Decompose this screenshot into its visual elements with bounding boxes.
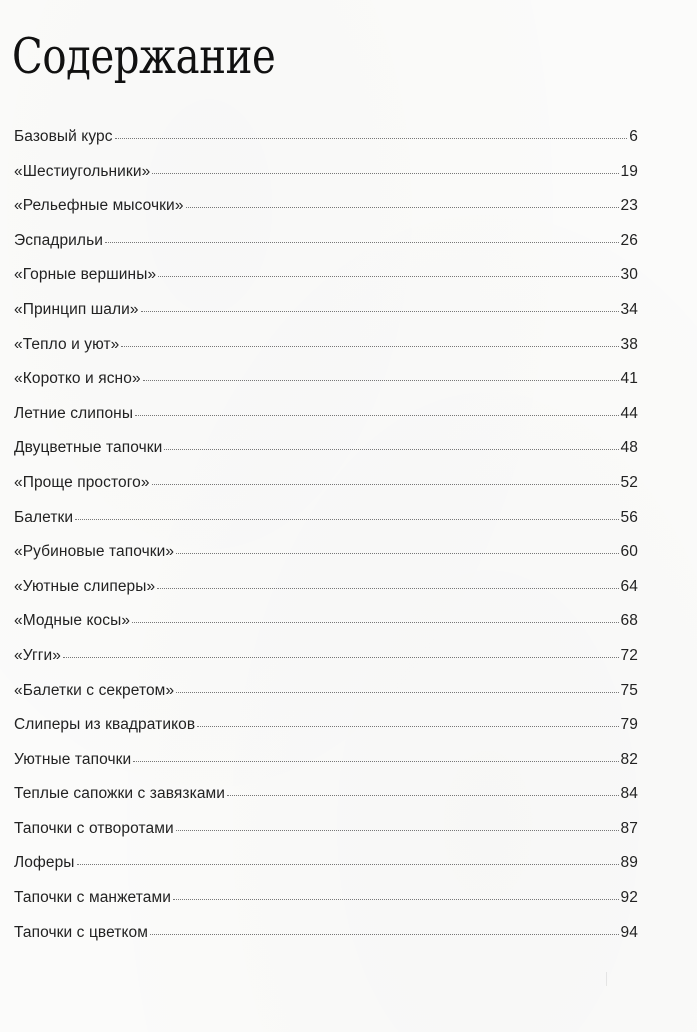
dot-leader (164, 449, 618, 450)
toc-entry-page-number: 84 (620, 785, 638, 803)
toc-entry-page-number: 19 (620, 162, 638, 180)
toc-entry-title: «Горные вершины» (14, 266, 157, 284)
toc-entry[interactable] (14, 439, 638, 474)
toc-entry-page-number: 44 (620, 404, 638, 422)
toc-entry[interactable] (14, 405, 638, 440)
dot-leader (133, 761, 618, 762)
toc-entry-title: Слиперы из квадратиков (14, 716, 196, 734)
toc-entry-page-number: 72 (620, 646, 638, 664)
toc-entry[interactable] (14, 543, 638, 578)
toc-entry-title: «Коротко и ясно» (14, 370, 141, 388)
toc-entry[interactable] (14, 716, 638, 751)
toc-entry-page-number: 82 (620, 750, 638, 768)
toc-entry[interactable] (14, 232, 638, 267)
toc-entry-title: Летние слипоны (14, 404, 134, 422)
toc-entry-title: Теплые сапожки с завязками (14, 785, 226, 803)
dot-leader (186, 207, 619, 208)
toc-entry-page-number: 94 (620, 923, 638, 941)
toc-entry-title: «Уютные слиперы» (14, 577, 156, 595)
toc-entry-page-number: 79 (620, 716, 638, 734)
dot-leader (176, 830, 619, 831)
toc-entry-page-number: 34 (620, 300, 638, 318)
toc-entry-title: «Принцип шали» (14, 300, 139, 318)
toc-entry[interactable] (14, 301, 638, 336)
table-of-contents (14, 128, 638, 958)
toc-entry-title: «Балетки с секретом» (14, 681, 175, 699)
dot-leader (121, 346, 618, 347)
toc-entry-page-number: 75 (620, 681, 638, 699)
toc-entry-title: Тапочки с отворотами (14, 819, 174, 837)
toc-entry-title: Двуцветные тапочки (14, 439, 163, 457)
toc-entry[interactable] (14, 370, 638, 405)
toc-entry[interactable] (14, 889, 638, 924)
dot-leader (152, 173, 618, 174)
toc-entry[interactable] (14, 820, 638, 855)
toc-entry[interactable] (14, 266, 638, 301)
toc-entry-page-number: 38 (620, 335, 638, 353)
dot-leader (227, 795, 618, 796)
toc-entry-title: «Тепло и уют» (14, 335, 120, 353)
toc-entry-title: «Рубиновые тапочки» (14, 543, 175, 561)
toc-entry-title: Эспадрильи (14, 231, 104, 249)
toc-entry-page-number: 52 (620, 473, 638, 491)
toc-entry[interactable] (14, 336, 638, 371)
toc-entry-title: «Рельефные мысочки» (14, 197, 184, 215)
toc-entry-title: Базовый курс (14, 128, 113, 145)
paper-speck (606, 972, 607, 986)
dot-leader (176, 553, 618, 554)
toc-entry-page-number: 92 (620, 889, 638, 907)
toc-entry-page-number: 41 (620, 370, 638, 388)
dot-leader (143, 380, 619, 381)
toc-entry-page-number: 26 (620, 231, 638, 249)
toc-entry-page-number: 48 (620, 439, 638, 457)
toc-entry-title: «Проще простого» (14, 473, 150, 491)
dot-leader (132, 622, 619, 623)
toc-entry-page-number: 87 (620, 819, 638, 837)
dot-leader (115, 138, 628, 139)
dot-leader (141, 311, 619, 312)
toc-entry[interactable] (14, 612, 638, 647)
dot-leader (150, 934, 619, 935)
dot-leader (173, 899, 619, 900)
toc-entry[interactable] (14, 197, 638, 232)
dot-leader (135, 415, 618, 416)
toc-entry-page-number: 60 (620, 543, 638, 561)
page-title: Содержание (12, 28, 276, 85)
toc-entry-title: Лоферы (14, 854, 75, 872)
toc-entry-page-number: 23 (620, 197, 638, 215)
toc-entry-title: «Модные косы» (14, 612, 131, 630)
toc-entry-title: Тапочки с цветком (14, 923, 149, 941)
toc-entry[interactable] (14, 509, 638, 544)
toc-entry-title: «Шестиугольники» (14, 162, 151, 180)
toc-entry[interactable] (14, 751, 638, 786)
toc-entry[interactable] (14, 854, 638, 889)
dot-leader (75, 519, 618, 520)
toc-entry-title: Тапочки с манжетами (14, 889, 172, 907)
toc-entry-page-number: 89 (620, 854, 638, 872)
toc-entry-title: Уютные тапочки (14, 750, 132, 768)
toc-entry[interactable] (14, 682, 638, 717)
dot-leader (176, 692, 618, 693)
dot-leader (105, 242, 619, 243)
toc-entry[interactable] (14, 924, 638, 959)
toc-entry[interactable] (14, 647, 638, 682)
dot-leader (77, 864, 619, 865)
toc-entry[interactable] (14, 785, 638, 820)
dot-leader (152, 484, 619, 485)
dot-leader (63, 657, 619, 658)
toc-entry-page-number: 64 (620, 577, 638, 595)
dot-leader (157, 588, 618, 589)
toc-entry-page-number: 56 (620, 508, 638, 526)
toc-entry[interactable] (14, 163, 638, 198)
toc-entry-title: Балетки (14, 508, 74, 526)
toc-entry-page-number: 30 (620, 266, 638, 284)
toc-entry[interactable] (14, 128, 638, 163)
toc-entry[interactable] (14, 578, 638, 613)
toc-entry-page-number: 68 (620, 612, 638, 630)
dot-leader (197, 726, 618, 727)
toc-entry[interactable] (14, 474, 638, 509)
dot-leader (158, 276, 618, 277)
toc-entry-title: «Угги» (14, 646, 61, 664)
toc-entry-page-number: 6 (629, 128, 638, 145)
